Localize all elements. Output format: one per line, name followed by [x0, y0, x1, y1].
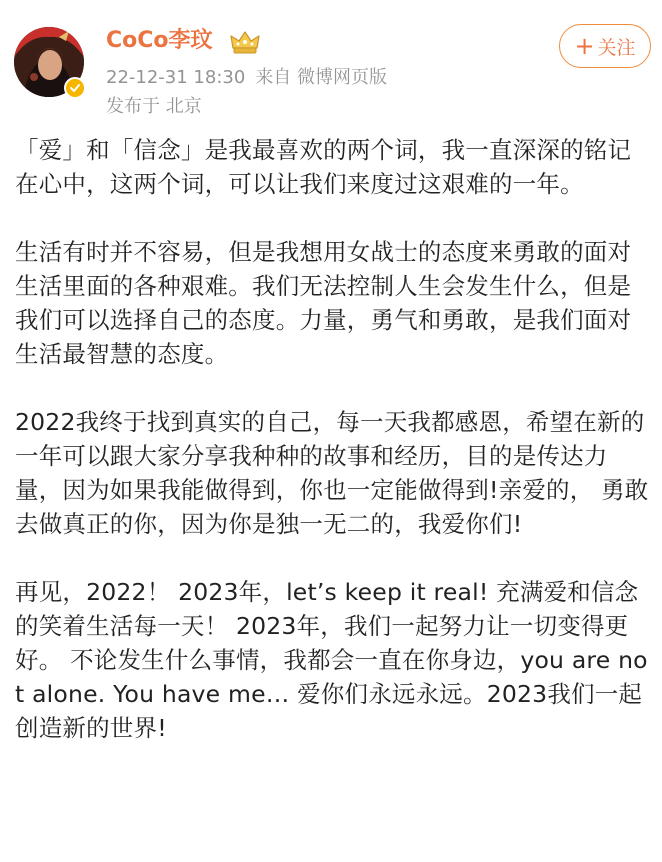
post-paragraph: 「爱」和「信念」是我最喜欢的两个词，我一直深深的铭记在心中，这两个词，可以让我们来度过这艰难的一年。	[15, 136, 632, 198]
check-icon	[69, 82, 81, 94]
user-name[interactable]: CoCo李玟	[106, 28, 213, 53]
post-meta	[106, 65, 397, 91]
post-paragraph: 再见，2022！ 2023年，let’s keep it real! 充满爱和信念的笑着生活每一天！ 2023年，我们一起努力让一切变得更好。 不论发生什么事情，我都会一直在你身边，you are not alone. You have me… 爱你们永远永远。2023我们一起创造新的世界!	[15, 578, 648, 742]
post-location: 发布于 北京	[106, 96, 202, 117]
verified-badge-icon	[64, 77, 86, 99]
avatar[interactable]	[14, 27, 84, 97]
follow-button[interactable]	[559, 24, 651, 68]
plus-icon: +	[574, 32, 595, 60]
post-paragraph: 生活有时并不容易，但是我想用女战士的态度来勇敢的面对生活里面的各种艰难。我们无法控制人生会发生什么，但是我们可以选择自己的态度。力量，勇气和勇敢，是我们面对生活最智慧的态度。	[15, 238, 632, 368]
post-header	[0, 0, 662, 125]
post-timestamp[interactable]: 22-12-31 18:30	[106, 67, 246, 88]
post-content	[15, 133, 650, 745]
crown-icon[interactable]	[229, 28, 261, 56]
post-source: 来自 微博网页版	[255, 67, 388, 88]
post-paragraph: 2022我终于找到真实的自己，每一天我都感恩，希望在新的一年可以跟大家分享我种种的故事和经历，目的是传达力量，因为如果我能做得到，你也一定能做得到!亲爱的， 勇敢去做真正的你，因为你是独一无二的，我爱你们!	[15, 408, 649, 538]
follow-button-label: 关注	[597, 36, 636, 59]
